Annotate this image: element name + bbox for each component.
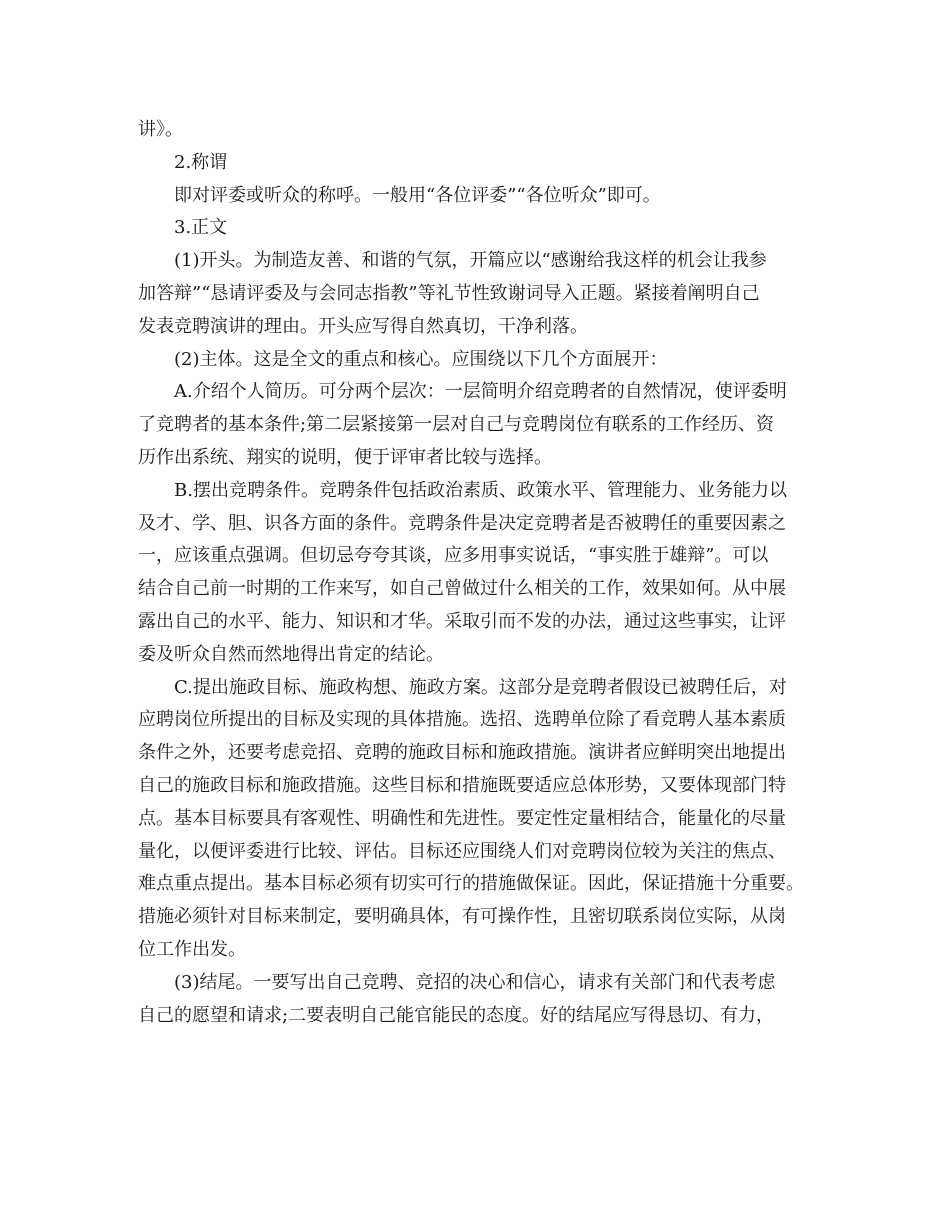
text-line: 即对评委或听众的称呼。一般用“各位评委”“各位听众”即可。 [174, 184, 661, 206]
text-line: 自己的施政目标和施政措施。这些目标和措施既要适应总体形势，又要体现部门特 [138, 774, 786, 796]
text-line: 一，应该重点强调。但切忌夸夸其谈，应多用事实说话，“事实胜于雄辩”。可以 [138, 545, 769, 567]
text-line: (3)结尾。一要写出自己竞聘、竞招的决心和信心，请求有关部门和代表考虑 [174, 971, 776, 993]
text-line: (1)开头。为制造友善、和谐的气氛，开篇应以“感谢给我这样的机会让我参 [174, 250, 767, 272]
text-line: 条件之外，还要考虑竞招、竞聘的施政目标和施政措施。演讲者应鲜明突出地提出 [138, 742, 786, 764]
text-line: B.摆出竞聘条件。竞聘条件包括政治素质、政策水平、管理能力、业务能力以 [174, 479, 787, 501]
text-line: 委及听众自然而然地得出肯定的结论。 [138, 643, 444, 665]
text-line: A.介绍个人简历。可分两个层次：一层简明介绍竞聘者的自然情况，使评委明 [174, 381, 787, 403]
body-text [138, 114, 828, 1032]
text-line: 应聘岗位所提出的目标及实现的具体措施。选招、选聘单位除了看竞聘人基本素质 [138, 709, 786, 731]
text-line: 发表竞聘演讲的理由。开头应写得自然真切，干净利落。 [138, 315, 588, 337]
text-line: 自己的愿望和请求;二要表明自己能官能民的态度。好的结尾应写得恳切、有力， [138, 1004, 775, 1026]
text-line: 及才、学、胆、识各方面的条件。竞聘条件是决定竞聘者是否被聘任的重要因素之 [138, 512, 786, 534]
text-line: (2)主体。这是全文的重点和核心。应围绕以下几个方面展开： [174, 348, 668, 370]
text-line: 措施必须针对目标来制定，要明确具体，有可操作性，且密切联系岗位实际，从岗 [138, 906, 786, 928]
text-line: 讲》。 [138, 119, 183, 140]
text-line: 历作出系统、翔实的说明，便于评审者比较与选择。 [138, 446, 552, 468]
text-line: 结合自己前一时期的工作来写，如自己曾做过什么相关的工作，效果如何。从中展 [138, 578, 786, 600]
text-line: 难点重点提出。基本目标必须有切实可行的措施做保证。因此，保证措施十分重要。 [138, 873, 804, 895]
text-line: C.提出施政目标、施政构想、施政方案。这部分是竞聘者假设已被聘任后，对 [174, 676, 787, 698]
text-line: 了竞聘者的基本条件;第二层紧接第一层对自己与竞聘岗位有联系的工作经历、资 [138, 414, 775, 436]
text-line: 量化，以便评委进行比较、评估。目标还应围绕人们对竞聘岗位较为关注的焦点、 [138, 840, 786, 862]
section-heading: 2.称谓 [174, 151, 228, 173]
text-line: 点。基本目标要具有客观性、明确性和先进性。要定性定量相结合，能量化的尽量 [138, 807, 786, 829]
text-line: 露出自己的水平、能力、知识和才华。采取引而不发的办法，通过这些事实，让评 [138, 610, 786, 632]
section-heading: 3.正文 [174, 217, 228, 239]
text-line: 位工作出发。 [138, 938, 246, 960]
text-line: 加答辩”“恳请评委及与会同志指教”等礼节性致谢词导入正题。紧接着阐明自己 [138, 282, 760, 304]
